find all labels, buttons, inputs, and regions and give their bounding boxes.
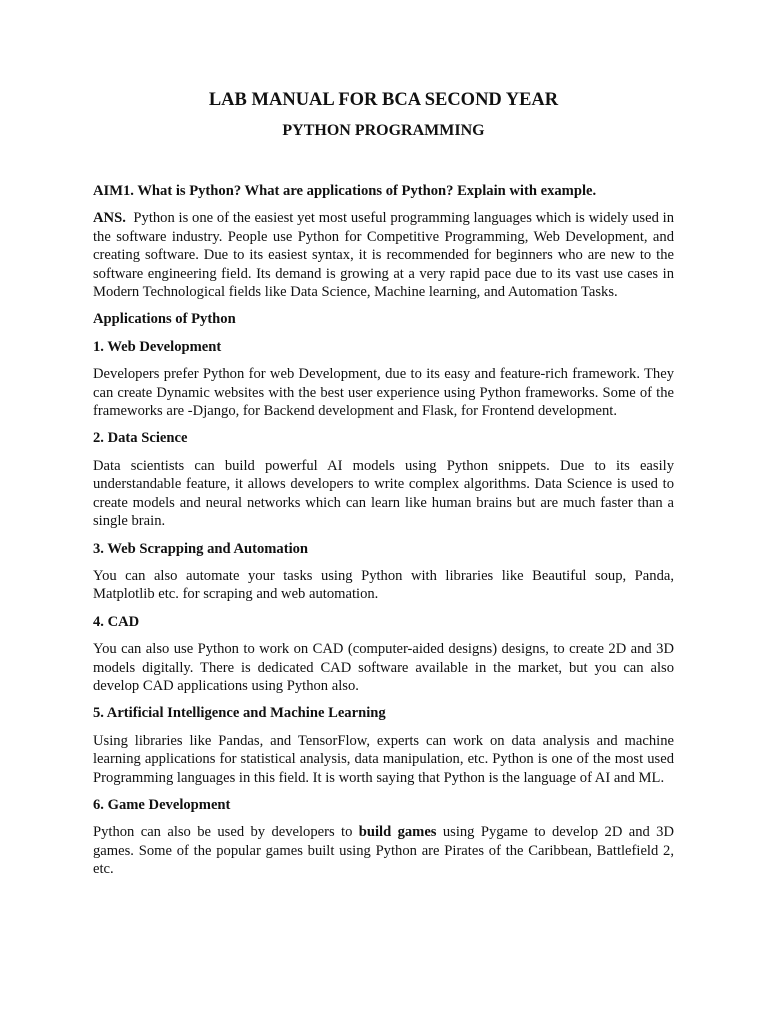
section-body-data-science: Data scientists can build powerful AI models using Python snippets. Due to its easily understandable feature, it allows developers to write complex algorithms. Data Science is used to create models and neural networks which can learn like human brains but are much faster than a single brain. <box>93 457 674 530</box>
section-body-game-development <box>93 823 674 878</box>
document-subtitle: PYTHON PROGRAMMING <box>282 122 485 139</box>
section-heading-web-development: 1. Web Development <box>93 338 222 355</box>
answer-text: Python is one of the easiest yet most useful programming languages which is widely used in the software industry. People use Python for Competitive Programming, Web Development, and creating software. Due to its easiest syntax, it is recommended for beginners who are new to the software engineering field. Its demand is growing at a very rapid pace due to its vast use cases in Modern Technological fields like Data Science, Machine learning, and Automation Tasks. <box>93 210 675 301</box>
game-body-after: using Pygame to develop 2D and 3D games. Some of the popular games built using Python are Pirates of the Caribbean, Battlefield 2, etc. <box>93 824 674 878</box>
section-heading-data-science: 2. Data Science <box>93 430 188 447</box>
document-title: LAB MANUAL FOR BCA SECOND YEAR <box>208 90 559 110</box>
section-body-web-scrapping: You can also automate your tasks using Python with libraries like Beautiful soup, Panda, Matplotlib etc. for scraping and web automation. <box>93 567 674 603</box>
section-heading-cad: 4. CAD <box>93 613 140 630</box>
answer-paragraph <box>93 209 674 301</box>
section-heading-web-scrapping: 3. Web Scrapping and Automation <box>93 540 309 557</box>
answer-label: ANS. <box>93 210 126 227</box>
question-text: AIM1. What is Python? What are applications of Python? Explain with example. <box>93 183 597 199</box>
section-heading-game-development: 6. Game Development <box>93 796 231 813</box>
section-body-cad: You can also use Python to work on CAD (computer-aided designs) designs, to create 2D and 3D models digitally. There is dedicated CAD software available in the market, but you can also develop CAD applications using Python also. <box>93 641 674 694</box>
section-body-ai-ml: Using libraries like Pandas, and TensorFlow, experts can work on data analysis and machine learning applications for statistical analysis, data manipulation, etc. Python is one of the most used Programming languages in this field. It is worth saying that Python is the language of AI and ML. <box>93 732 674 786</box>
document-page <box>93 0 674 1024</box>
section-heading-ai-ml: 5. Artificial Intelligence and Machine Learning <box>93 705 386 722</box>
game-body-before: Python can also be used by developers to <box>93 824 353 841</box>
applications-heading: Applications of Python <box>93 311 236 328</box>
game-body-bold: build games <box>358 824 437 841</box>
section-body-web-development: Developers prefer Python for web Development, due to its easy and feature-rich framework. They can create Dynamic websites with the best user experience using Python frameworks. Some of the frameworks are -Django, for Backend development and Flask, for Frontend development. <box>93 366 674 420</box>
document-body <box>93 182 674 888</box>
